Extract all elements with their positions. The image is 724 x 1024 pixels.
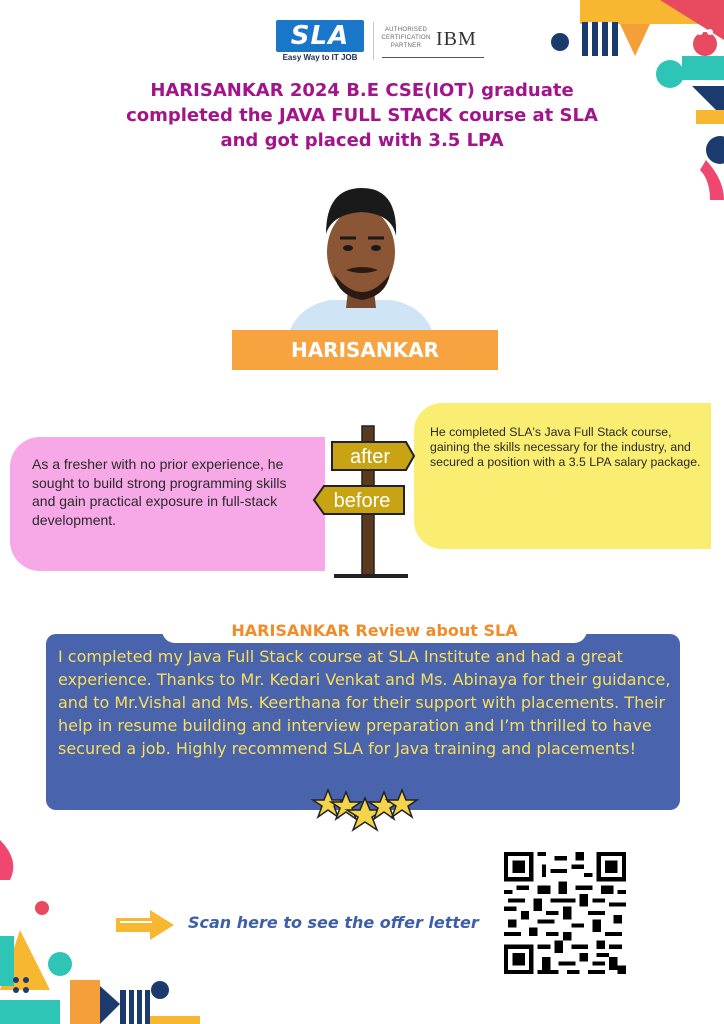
signpost-icon: [310, 420, 420, 580]
logo-underline: [382, 57, 484, 58]
qr-code-icon[interactable]: [504, 852, 626, 974]
sla-tagline: Easy Way to IT JOB: [282, 53, 358, 62]
ibm-partner-badge: AUTHORISED CERTIFICATION PARTNER: [381, 27, 431, 49]
review-body: I completed my Java Full Stack course at SLA Institute and had a great experience. Thanks to Mr. Kedari Venkat and Ms. Abinaya for their guidance, and to Mr.Vishal and Ms. Keerthana for their support with placements. Their help in resume building and interview preparation and I’m thrilled to have secured a job. Highly recommend SLA for Java training and placements!: [58, 647, 671, 758]
ibm-logo: IBM: [436, 28, 477, 50]
after-text: He completed SLA's Java Full Stack course, gaining the skills necessary for the industry, and secured a position with a 3.5 LPA salary package.: [430, 425, 701, 469]
logo-divider: [373, 22, 374, 60]
student-photo: [290, 178, 432, 330]
before-text: As a fresher with no prior experience, he sought to build strong programming skills and gain practical exposure in full-stack development.: [32, 456, 287, 528]
arrow-right-icon: [116, 910, 176, 940]
sign-before: before: [333, 490, 391, 512]
rating-stars: [310, 786, 420, 834]
scan-instruction: Scan here to see the offer letter: [188, 913, 479, 932]
star-icon: [313, 790, 417, 830]
page-title: HARISANKAR 2024 B.E CSE(IOT) graduate completed the JAVA FULL STACK course at SLA and got placed with 3.5 LPA: [126, 80, 598, 151]
review-title: HARISANKAR Review about SLA: [231, 621, 518, 640]
sla-logo-text: SLA: [276, 20, 364, 52]
student-name: HARISANKAR: [232, 330, 498, 370]
sign-after: after: [349, 446, 391, 468]
sla-logo: [276, 20, 364, 62]
